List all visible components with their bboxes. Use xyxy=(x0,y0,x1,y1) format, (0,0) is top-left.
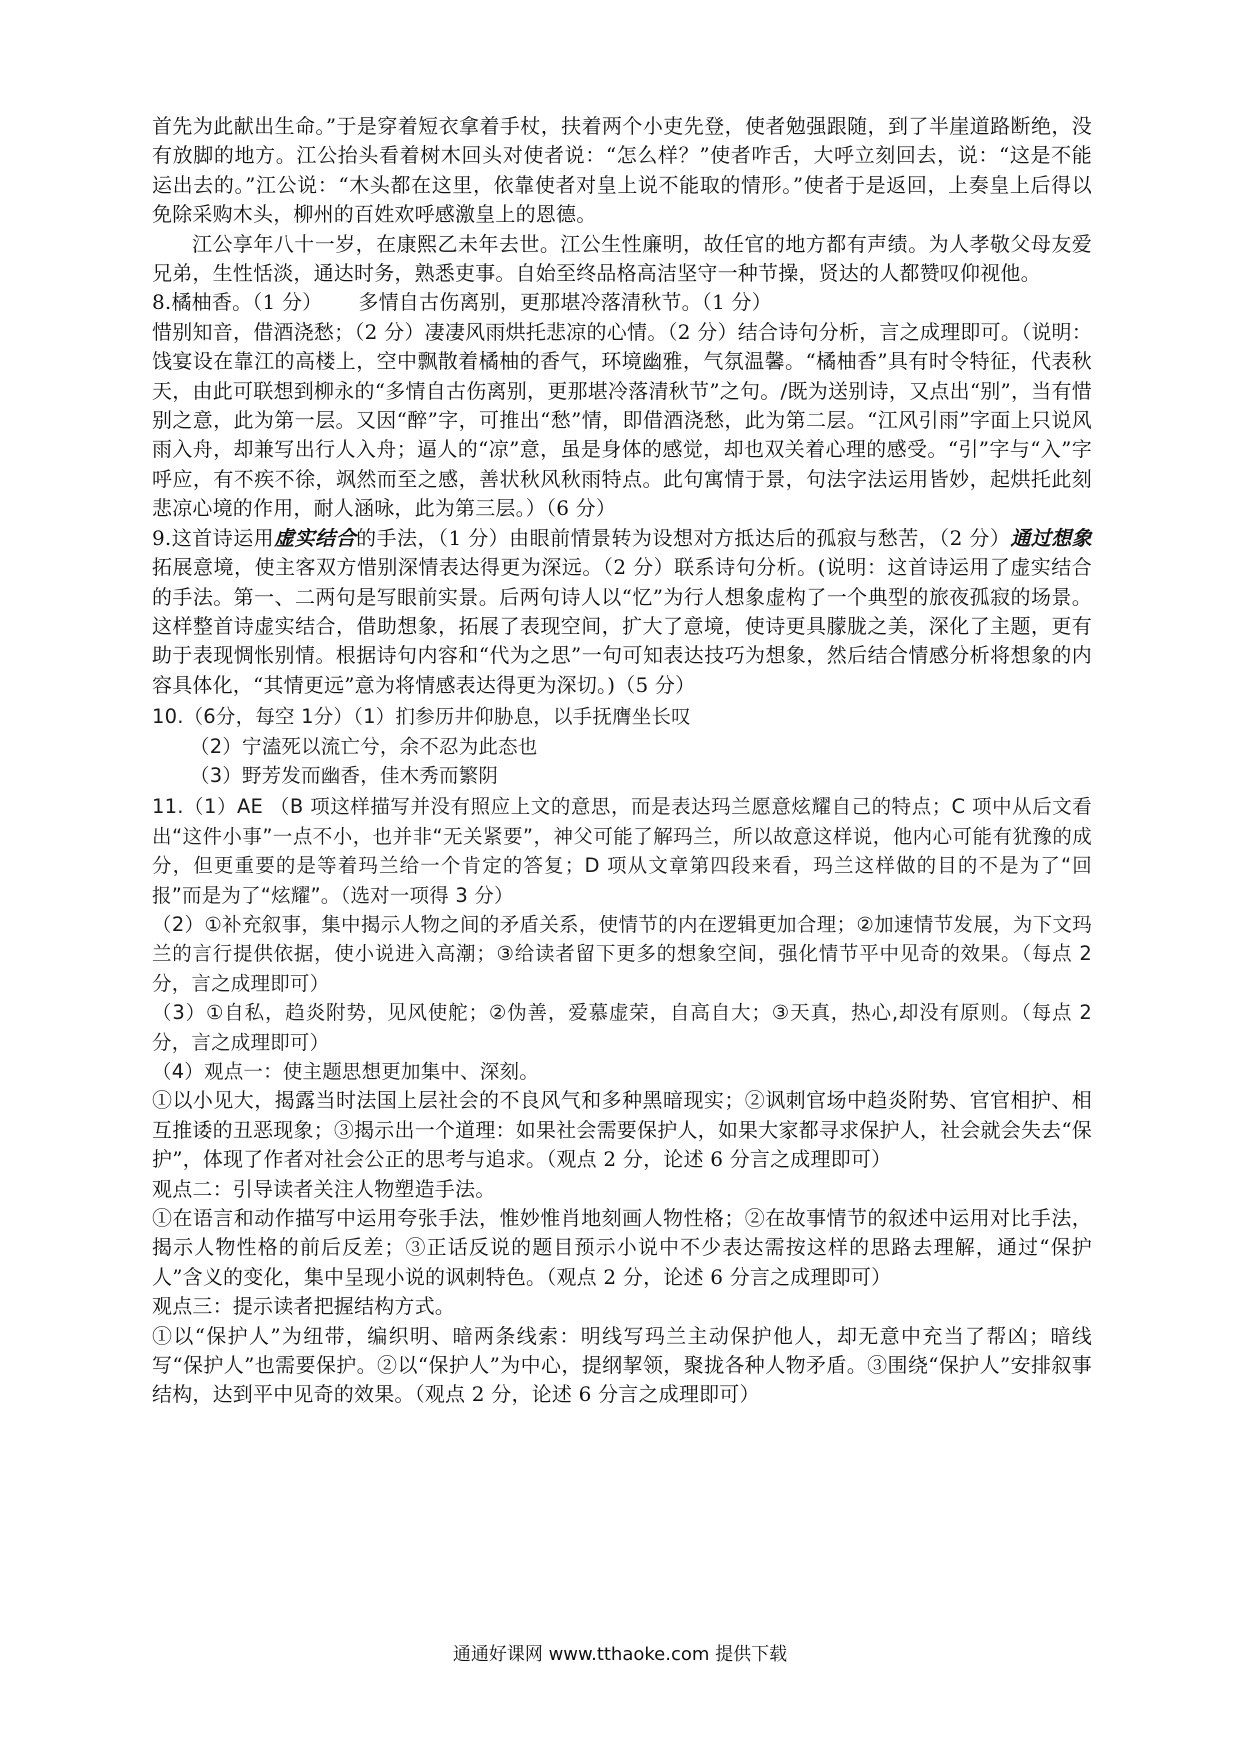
q9-emphasis-2: 通过想象 xyxy=(1010,525,1092,550)
question-11-part-3: （3）①自私，趋炎附势，见风使舵；②伪善，爱慕虚荣，自高自大；③天真，热心,却没有原则。（每点 2分，言之成理即可） xyxy=(152,1001,1092,1054)
page-footer: 通通好课网 www.tthaoke.com 提供下载 xyxy=(452,1644,788,1665)
question-9-answer xyxy=(152,524,1092,700)
question-11-part-4-heading: （4）观点一：使主题思想更加集中、深刻。 xyxy=(152,1060,539,1083)
q9-emphasis-1: 虚实结合 xyxy=(274,525,357,550)
answer-content xyxy=(152,112,1092,1410)
q9-text-c: 拓展意境，使主客双方惜别深情表达得更为深远。（2 分）联系诗句分析。(说明：这首诗运用了虚实结合的手法。第一、二两句是写眼前实景。后两句诗人以“忆”为行人想象虚构了一个典型的旅夜孤寂的场景。这样整首诗虚实结合，借助想象，拓展了表现空间，扩大了意境，使诗更具朦胧之美，深化了主题，更有助于表现惆怅别情。根据诗句内容和“代为之思”一句可知表达技巧为想象，然后结合情感分析将想象的内容具体化，“其情更远”意为将情感表达得更为深切。)（5 分） xyxy=(152,555,1092,697)
question-10-line-2: （2）宁溘死以流亡兮，余不忍为此态也 xyxy=(190,734,538,758)
viewpoint-3-heading: 观点三：提示读者把握结构方式。 xyxy=(152,1294,455,1319)
q8-answer-a: 8.橘柚香。（1 分） xyxy=(152,290,323,315)
viewpoint-2-heading: 观点二：引导读者关注人物塑造手法。 xyxy=(152,1176,496,1201)
translation-paragraph-1: 首先为此献出生命。”于是穿着短衣拿着手杖，扶着两个小吏先登，使者勉强跟随，到了半崖道路断绝，没有放脚的地方。江公抬头看着树木回头对使者说：“怎么样？”使者咋舌，大呼立刻回去，说：“这是不能运出去的。”江公说：“木头都在这里，依靠使者对皇上说不能取的情形。”使者于是返回，上奏皇上后得以免除采购木头，柳州的百姓欢呼感激皇上的恩德。 xyxy=(152,114,1092,227)
viewpoint-1-body: ①以小见大，揭露当时法国上层社会的不良风气和多种黑暗现实；②讽刺官场中趋炎附势、官官相护、相互推诿的丑恶现象；③揭示出一个道理：如果社会需要保护人，如果大家都寻求保护人，社会就会失去“保护”，体现了作者对社会公正的思考与追求。（观点 2 分，论述 6 分言之成理即可） xyxy=(152,1088,1092,1172)
q8-answer-b: 多情自古伤离别，更那堪冷落清秋节。（1 分） xyxy=(358,290,772,315)
question-11-part-1: 11.（1）AE （B 项这样描写并没有照应上文的意思，而是表达玛兰愿意炫耀自己的特点；C 项中从后文看出“这件小事”一点不小，也并非“无关紧要”，神父可能了解玛兰，所以故意这样说，他内心可能有犹豫的成分，但更重要的是等着玛兰给一个肯定的答复；D 项从文章第四段来看，玛兰这样做的目的不是为了“回报”而是为了“炫耀”。（选对一项得 3 分） xyxy=(152,795,1092,907)
q9-text-b: 的手法，（1 分）由眼前情景转为设想对方抵达后的孤寂与愁苦，（2 分） xyxy=(356,525,1011,550)
q9-text-a: 9.这首诗运用 xyxy=(152,525,275,550)
translation-paragraph-2: 江公享年八十一岁，在康熙乙未年去世。江公生性廉明，故任官的地方都有声绩。为人孝敬父母友爱兄弟，生性恬淡，通达时务，熟悉吏事。自始至终品格高洁坚守一种节操，贤达的人都赞叹仰视他。 xyxy=(152,231,1092,286)
question-10-line-1: 10.（6分，每空 1分）（1）扪参历井仰胁息，以手抚膺坐长叹 xyxy=(152,705,691,729)
question-10-line-3: （3）野芳发而幽香，佳木秀而繁阴 xyxy=(190,763,499,787)
viewpoint-2-body: ①在语言和动作描写中运用夸张手法，惟妙惟肖地刻画人物性格；②在故事情节的叙述中运用对比手法，揭示人物性格的前后反差；③正话反说的题目预示小说中不少表达需按这样的思路去理解，通过“保护人”含义的变化，集中呈现小说的讽刺特色。（观点 2 分，论述 6 分言之成理即可） xyxy=(152,1206,1092,1289)
question-8-explanation: 惜别知音，借酒浇愁；（2 分）凄凄风雨烘托悲凉的心情。（2 分）结合诗句分析，言之成理即可。（说明：饯宴设在靠江的高楼上，空中飘散着橘柚的香气，环境幽雅，气氛温馨。“橘柚香”具有时令特征，代表秋天，由此可联想到柳永的“多情自古伤离别，更那堪冷落清秋节”之句。/既为送别诗，又点出“别”，当有惜别之意，此为第一层。又因“醉”字，可推出“愁”情，即借酒浇愁，此为第二层。“江风引雨”字面上只说风雨入舟，却兼写出行人入舟；逼人的“凉”意，虽是身体的感觉，却也双关着心理的感受。“引”字与“入”字呼应，有不疾不徐，飒然而至之感，善状秋风秋雨特点。此句寓情于景，句法字法运用皆妙，起烘托此刻悲凉心境的作用，耐人涵咏，此为第三层。）（6 分） xyxy=(152,319,1092,521)
question-8-answer-line xyxy=(152,288,1092,317)
question-11-part-2: （2）①补充叙事，集中揭示人物之间的矛盾关系，使情节的内在逻辑更加合理；②加速情节发展，为下文玛兰的言行提供依据，使小说进入高潮；③给读者留下更多的想象空间，强化情节平中见奇的效果。（每点 2分，言之成理即可） xyxy=(152,912,1092,995)
viewpoint-3-body: ①以“保护人”为纽带，编织明、暗两条线索：明线写玛兰主动保护他人，却无意中充当了帮凶；暗线写“保护人”也需要保护。②以“保护人”为中心，提纲挈领，聚拢各种人物矛盾。③围绕“保护人”安排叙事结构，达到平中见奇的效果。（观点 2 分，论述 6 分言之成理即可） xyxy=(152,1323,1092,1407)
